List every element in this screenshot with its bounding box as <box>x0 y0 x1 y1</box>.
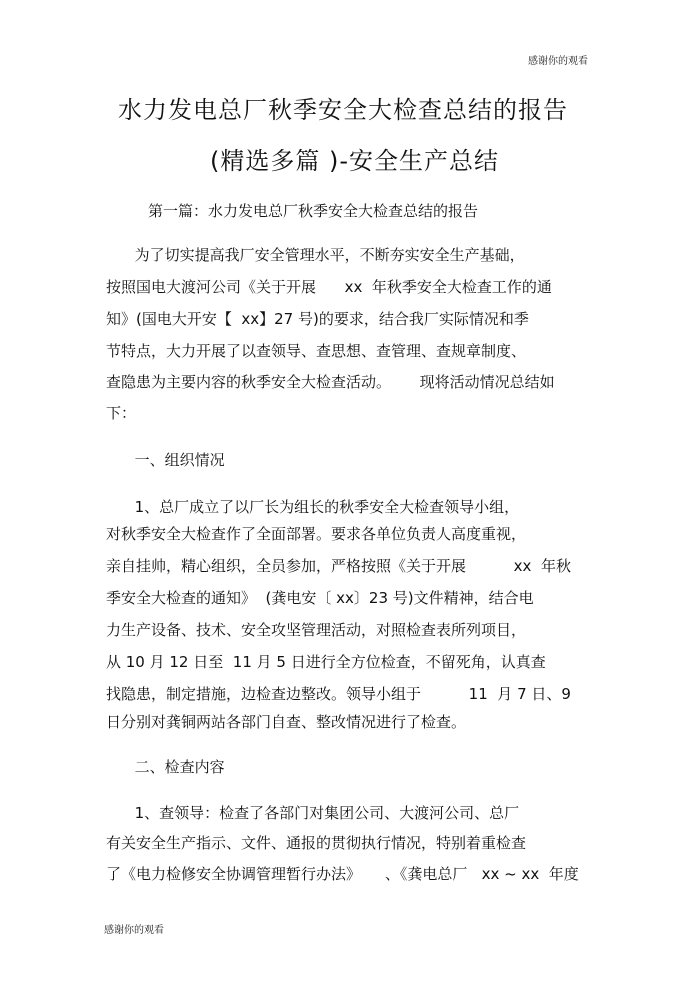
paragraph-line: 为了切实提高我厂安全管理水平，不断夯实安全生产基础， <box>106 246 525 264</box>
paragraph-line: 有关安全生产指示、文件、通报的贯彻执行情况，特别着重检查 <box>106 834 527 852</box>
paragraph-line: 找隐患，制定措施，边检查边整改。领导小组于 11 月 7 日、9 <box>106 685 571 703</box>
paragraph-line: 季安全大检查的通知》 (龚电安〔 xx〕23 号)文件精神，结合电 <box>106 589 534 607</box>
paragraph-line: 知》(国电大开安【 xx】27 号)的要求，结合我厂实际情况和季 <box>106 310 529 328</box>
paragraph-line: 从 10 月 12 日至 11 月 5 日进行全方位检查，不留死角，认真查 <box>106 653 546 671</box>
paragraph-line: 1、查领导：检查了各部门对集团公司、大渡河公司、总厂 <box>106 804 520 822</box>
header-note: 感谢你的观看 <box>528 56 588 67</box>
paragraph-line: 按照国电大渡河公司《关于开展 xx 年秋季安全大检查工作的通 <box>106 278 552 296</box>
section-heading: 二、检查内容 <box>106 758 225 776</box>
footer-note: 感谢你的观看 <box>104 925 164 936</box>
section-heading: 一、组织情况 <box>106 451 225 469</box>
paragraph-line: 了《电力检修安全协调管理暂行办法》 、《龚电总厂 xx ~ xx 年度 <box>106 865 579 883</box>
paragraph-line: 1、总厂成立了以厂长为组长的秋季安全大检查领导小组， <box>106 498 520 516</box>
paragraph-line: 节特点，大力开展了以查领导、查思想、查管理、查规章制度、 <box>106 342 527 360</box>
paragraph-line: 下： <box>106 404 137 422</box>
document-subtitle: 第一篇：水力发电总厂秋季安全大检查总结的报告 <box>148 202 479 220</box>
paragraph-line: 亲自挂帅，精心组织，全员参加，严格按照《关于开展 xx 年秋 <box>106 557 571 575</box>
document-title-line1: 水力发电总厂秋季安全大检查总结的报告 <box>118 96 568 124</box>
paragraph-line: 力生产设备、技术、安全攻坚管理活动，对照检查表所列项目， <box>106 621 527 639</box>
paragraph-line: 对秋季安全大检查作了全面部署。要求各单位负责人高度重视， <box>106 525 527 543</box>
paragraph-line: 查隐患为主要内容的秋季安全大检查活动。 现将活动情况总结如 <box>106 373 555 391</box>
document-title-line2: (精选多篇 )-安全生产总结 <box>210 147 500 175</box>
paragraph-line: 日分别对龚铜两站各部门自查、整改情况进行了检查。 <box>106 713 467 731</box>
